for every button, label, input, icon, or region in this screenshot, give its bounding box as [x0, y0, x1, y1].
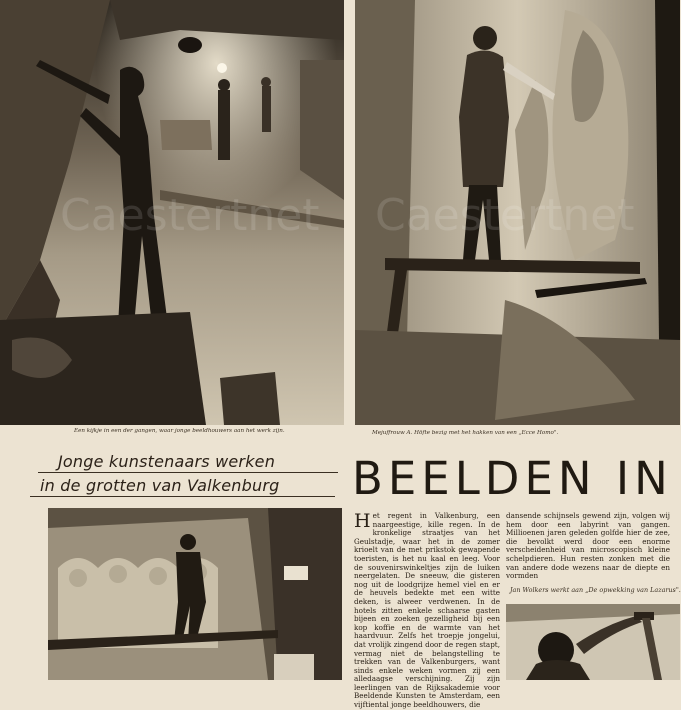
photo-relief-carving [48, 508, 342, 680]
subtitle-line-2: in de grotten van Valkenburg [40, 476, 280, 495]
subtitle-line-1: Jonge kunstenaars werken [58, 452, 276, 471]
subtitle-rule-top [38, 472, 338, 473]
photo-lazarus-carving [506, 604, 680, 680]
headline: BEELDEN IN [352, 452, 673, 505]
subtitle-rule-bottom [30, 496, 335, 497]
article-text-col2: dansende schijnsels gewend zijn, volgen wij hem door een labyrint van gangen. Millioenen jaren geleden golfde hier de zee, die bevolkt werd door een enorme verscheidenheid van microscopisch kleine schelpdieren. Hun resten zonken met die van andere dode wezens naar de diepte en vormden [506, 511, 670, 581]
article-column-1 [354, 510, 500, 710]
photo-ecce-homo-carving [355, 0, 680, 425]
caption-top-left: Een kijkje in een der gangen, waar jonge beeldhouwers aan het werk zijn. [74, 428, 285, 434]
article-dropcap: H [354, 510, 371, 532]
photo-sculptors-in-corridor [0, 0, 344, 425]
caption-top-right: Mejuffrouw A. Höfte bezig met het hakken van een „Ecce Homo". [372, 430, 559, 436]
article-text-col1: et regent in Valkenburg, een naargeestige, kille regen. In de kronkelige straatjes van het Geulstadje, waar het in de zomer krioelt van de met prikstok gewapende toeristen, is het nu kaal en leeg. Voor de souvenirswinkeltjes zijn de luiken neergelaten. De sneeuw, die gisteren nog uit de loodgrijze hemel viel en er de heuvels bedekte met een witte deken, is alweer verdwenen. In de hotels zitten enkele schaarse gasten bijeen en zoeken gezelligheid bij een kop koffie en de warmte van het haardvuur. Zelfs het troepje jongelui, dat vrolijk zingend door de regen stapt, vermag niet de belangstelling te trekken van de Valkenburgers, want sinds enkele weken vormen zij een alledaagse verschijning. Zij zijn leerlingen van de Rijksakademie voor Beeldende Kunsten te Amsterdam, een vijftiental jonge beeldhouwers, die [354, 511, 500, 710]
caption-bottom-right: Jan Wolkers werkt aan „De opwekking van Lazarus". [510, 586, 681, 594]
article-column-2 [506, 512, 670, 582]
